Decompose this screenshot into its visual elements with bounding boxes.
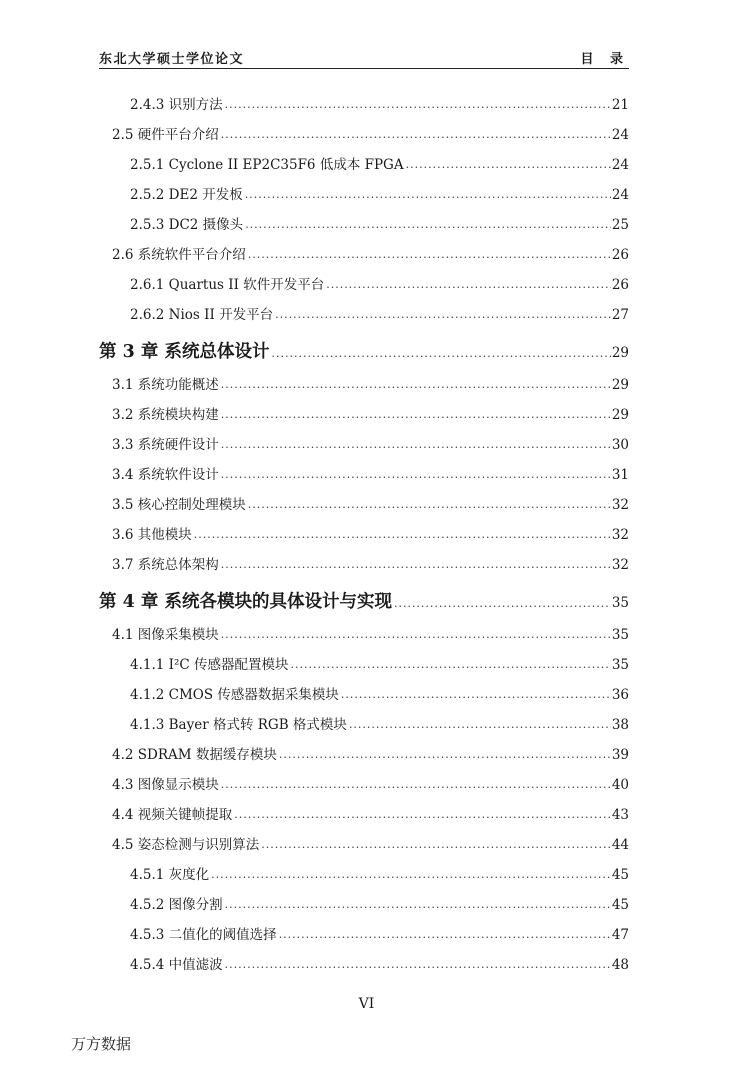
toc-page-number: 31 <box>611 467 629 483</box>
toc-page-number: 47 <box>611 927 629 943</box>
toc-page-number: 30 <box>611 437 629 453</box>
toc-page-number: 27 <box>611 307 629 323</box>
toc-entry[interactable]: 2.5.1 Cyclone II EP2C35F6 低成本 FPGA ..... 24 <box>130 153 629 173</box>
toc-page-number: 44 <box>611 837 629 853</box>
toc-page-number: 29 <box>611 377 629 393</box>
toc-page-number: 45 <box>611 897 629 913</box>
toc-entry[interactable]: 4.4 视频关键帧提取 ..... 43 <box>112 803 629 823</box>
toc-chapter-entry[interactable]: 第 4 章 系统各模块的具体设计与实现 ..... 35 <box>99 588 629 613</box>
toc-page-number: 39 <box>611 747 629 763</box>
toc-page-number: 35 <box>611 627 629 643</box>
toc-page-number: 21 <box>611 97 629 113</box>
toc-chapter-entry[interactable]: 第 3 章 系统总体设计 ..... 29 <box>99 338 629 363</box>
toc-entry[interactable]: 3.7 系统总体架构 ..... 32 <box>112 553 629 573</box>
toc-entry[interactable]: 3.4 系统软件设计 ..... 31 <box>112 463 629 483</box>
toc-entry[interactable]: 2.6.1 Quartus II 软件开发平台 ..... 26 <box>130 273 629 293</box>
toc-entry[interactable]: 4.3 图像显示模块 ..... 40 <box>112 773 629 793</box>
toc-entry[interactable]: 2.6.2 Nios II 开发平台 ..... 27 <box>130 303 629 323</box>
toc-page-number: 26 <box>611 277 629 293</box>
toc-page-number: 32 <box>611 557 629 573</box>
header-section-name: 目 录 <box>580 52 629 67</box>
toc-page-number: 43 <box>611 807 629 823</box>
toc-page-number: 25 <box>611 217 629 233</box>
running-header <box>99 48 629 69</box>
toc-entry[interactable]: 2.6 系统软件平台介绍 ..... 26 <box>112 243 629 263</box>
toc-page-number: 38 <box>611 717 629 733</box>
toc-entry[interactable]: 4.1.2 CMOS 传感器数据采集模块 ..... 36 <box>130 683 629 703</box>
page-number: VI <box>358 996 375 1012</box>
toc-entry[interactable]: 4.5.1 灰度化 ..... 45 <box>130 863 629 883</box>
toc-entry[interactable]: 4.5.4 中值滤波 ..... 48 <box>130 953 629 973</box>
toc-entry[interactable]: 2.5.2 DE2 开发板 ..... 24 <box>130 183 629 203</box>
toc-entry[interactable]: 4.1 图像采集模块 ..... 35 <box>112 623 629 643</box>
header-thesis-title: 东北大学硕士学位论文 <box>99 52 245 67</box>
toc-entry[interactable]: 4.1.1 I²C 传感器配置模块 ..... 35 <box>130 653 629 673</box>
toc-page-number: 45 <box>611 867 629 883</box>
toc-page-number: 40 <box>611 777 629 793</box>
toc-entry[interactable]: 3.2 系统模块构建 ..... 29 <box>112 403 629 423</box>
toc-page-number: 24 <box>611 157 629 173</box>
toc-entry[interactable]: 4.2 SDRAM 数据缓存模块 ..... 39 <box>112 743 629 763</box>
toc-page-number: 29 <box>611 407 629 423</box>
toc-page-number: 35 <box>611 595 629 611</box>
toc-page-number: 48 <box>611 957 629 973</box>
watermark: 万方数据 <box>71 1035 132 1053</box>
toc-entry[interactable]: 4.5.2 图像分割 ..... 45 <box>130 893 629 913</box>
toc-entry[interactable]: 4.5.3 二值化的阈值选择 ..... 47 <box>130 923 629 943</box>
toc-entry[interactable]: 3.6 其他模块 ..... 32 <box>112 523 629 543</box>
toc-page-number: 32 <box>611 497 629 513</box>
toc-entry[interactable]: 4.5 姿态检测与识别算法 ..... 44 <box>112 833 629 853</box>
toc-entry[interactable]: 3.1 系统功能概述 ..... 29 <box>112 373 629 393</box>
toc-page-number: 32 <box>611 527 629 543</box>
toc-page-number: 29 <box>611 345 629 361</box>
toc-page-number: 36 <box>611 687 629 703</box>
toc-entry[interactable]: 2.5 硬件平台介绍 ..... 24 <box>112 123 629 143</box>
toc-page-number: 24 <box>611 187 629 203</box>
toc-entry[interactable]: 3.3 系统硬件设计 ..... 30 <box>112 433 629 453</box>
toc-page-number: 35 <box>611 657 629 673</box>
toc-page-number: 24 <box>611 127 629 143</box>
toc-entry[interactable]: 2.4.3 识别方法 ..... 21 <box>130 93 629 113</box>
toc-entry[interactable]: 3.5 核心控制处理模块 ..... 32 <box>112 493 629 513</box>
toc-entry[interactable]: 2.5.3 DC2 摄像头 ..... 25 <box>130 213 629 233</box>
toc-entry[interactable]: 4.1.3 Bayer 格式转 RGB 格式模块 ..... 38 <box>130 713 629 733</box>
toc-page-number: 26 <box>611 247 629 263</box>
